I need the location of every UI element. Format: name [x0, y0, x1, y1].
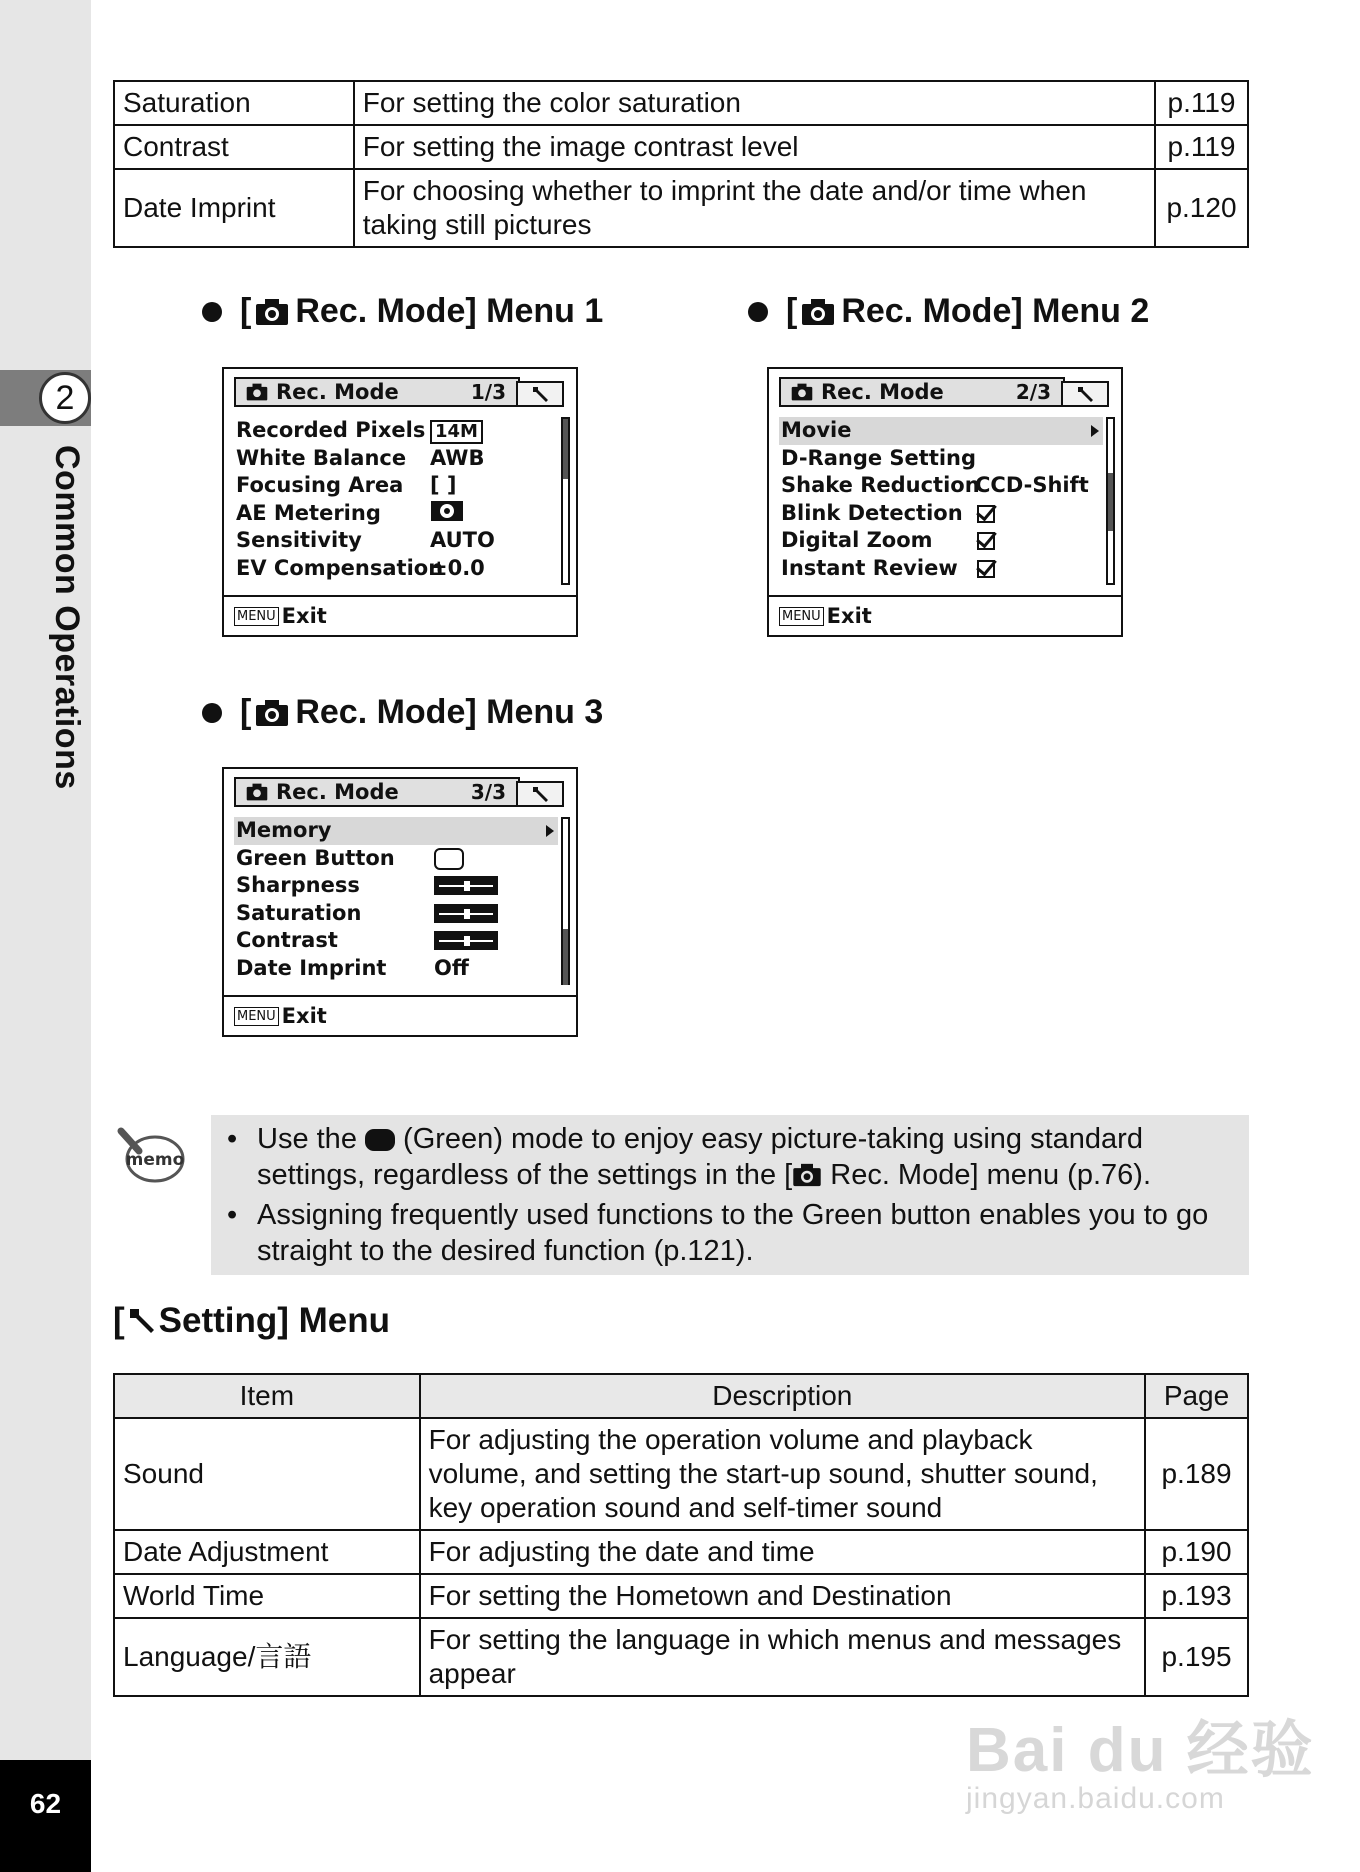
exit-button[interactable]: MENU Exit: [224, 995, 576, 1035]
submenu-arrow-icon: [546, 825, 554, 837]
menu-item[interactable]: Green Button: [234, 845, 558, 873]
item-cell: Saturation: [114, 81, 354, 125]
menu-item[interactable]: Sensitivity AUTO: [234, 527, 558, 555]
menu-item[interactable]: Shake Reduction CCD-Shift: [779, 472, 1103, 500]
camera-icon: [255, 298, 289, 326]
level-slider-icon: [434, 876, 498, 895]
menu-key-icon: MENU: [234, 607, 279, 626]
page-ref[interactable]: p.190: [1145, 1530, 1248, 1574]
wrench-icon: [127, 1306, 157, 1336]
camera-icon: [246, 783, 268, 801]
description-cell: For setting the language in which menus and messages appear: [420, 1618, 1145, 1696]
item-cell: World Time: [114, 1574, 420, 1618]
memo-icon: [117, 1125, 187, 1185]
menu-item-selected[interactable]: Memory: [234, 817, 558, 845]
menu-item[interactable]: Instant Review: [779, 555, 1103, 583]
submenu-arrow-icon: [1091, 425, 1099, 437]
scrollbar[interactable]: [1106, 417, 1115, 585]
setting-menu-table: [113, 1373, 1249, 1697]
menu-item[interactable]: AE Metering: [234, 500, 558, 528]
scrollbar[interactable]: [561, 817, 570, 985]
watermark: Bai du 经验: [966, 1716, 1315, 1785]
page-indicator: 3/3: [470, 780, 506, 804]
rec-mode-tab[interactable]: [779, 377, 1065, 407]
menu-item[interactable]: Sharpness: [234, 872, 558, 900]
page-indicator: 1/3: [470, 380, 506, 404]
menu-item[interactable]: Contrast: [234, 927, 558, 955]
description-cell: For setting the color saturation: [354, 81, 1155, 125]
menu-item[interactable]: Recorded Pixels 14M: [234, 417, 558, 445]
exit-button[interactable]: MENU Exit: [769, 595, 1121, 635]
table-row: [114, 1618, 1248, 1696]
scrollbar[interactable]: [561, 417, 570, 585]
rec-mode-tab[interactable]: [234, 377, 520, 407]
menu-key-icon: MENU: [779, 607, 824, 626]
wrench-icon: [1075, 384, 1095, 404]
item-cell: Contrast: [114, 125, 354, 169]
menu-key-icon: MENU: [234, 1007, 279, 1026]
table-row: [114, 125, 1248, 169]
white-balance-value: AWB: [430, 445, 485, 470]
table-row: [114, 1418, 1248, 1530]
bullet-icon: [202, 703, 222, 723]
tab-title: Rec. Mode: [276, 780, 399, 804]
menu-item[interactable]: Date Imprint Off: [234, 955, 558, 983]
column-header: Item: [114, 1374, 420, 1418]
menu-item[interactable]: Digital Zoom: [779, 527, 1103, 555]
page-ref[interactable]: p.119: [1155, 125, 1248, 169]
memo-item: • Assigning frequently used functions to the Green button enables you to go straight to the desired function (p.121).: [227, 1199, 1209, 1267]
menu3-heading: [ Rec. Mode] Menu 3: [202, 693, 603, 732]
tab-title: Rec. Mode: [821, 380, 944, 404]
rec-mode-table: [113, 80, 1249, 248]
chapter-sidebar: [0, 0, 91, 1872]
column-header: Page: [1145, 1374, 1248, 1418]
menu2-heading: [ Rec. Mode] Menu 2: [748, 292, 1149, 331]
menu2-screen: [767, 367, 1123, 637]
menu-item[interactable]: Saturation: [234, 900, 558, 928]
menu-item[interactable]: White Balance AWB: [234, 445, 558, 473]
table-row: [114, 81, 1248, 125]
setting-tab[interactable]: [516, 781, 564, 807]
table-row: [114, 1574, 1248, 1618]
bullet-icon: [748, 302, 768, 322]
focus-area-value: [ ]: [430, 473, 457, 497]
green-mode-icon: [365, 1129, 395, 1151]
page-ref[interactable]: p.193: [1145, 1574, 1248, 1618]
wrench-icon: [530, 384, 550, 404]
camera-icon: [246, 383, 268, 401]
svg-text:memo: memo: [125, 1150, 185, 1170]
camera-icon: [801, 298, 835, 326]
table-row: [114, 169, 1248, 247]
level-slider-icon: [434, 931, 498, 950]
level-slider-icon: [434, 904, 498, 923]
checkbox-checked-icon: [977, 560, 995, 578]
page-ref[interactable]: p.195: [1145, 1618, 1248, 1696]
item-cell: Language/言語: [114, 1618, 420, 1696]
menu-item-selected[interactable]: Movie: [779, 417, 1103, 445]
menu1-heading: [ Rec. Mode] Menu 1: [202, 292, 603, 331]
menu1-screen: [222, 367, 578, 637]
camera-icon: [791, 383, 813, 401]
column-header: Description: [420, 1374, 1145, 1418]
description-cell: For choosing whether to imprint the date and/or time when taking still pictures: [354, 169, 1155, 247]
description-cell: For setting the Hometown and Destination: [420, 1574, 1145, 1618]
chapter-title: Common Operations: [48, 445, 86, 790]
item-cell: Date Adjustment: [114, 1530, 420, 1574]
camera-icon: [255, 699, 289, 727]
recorded-pixels-value: 14M: [430, 420, 483, 444]
checkbox-checked-icon: [977, 532, 995, 550]
setting-menu-heading: [ Setting] Menu: [113, 1301, 391, 1340]
checkbox-checked-icon: [977, 505, 995, 523]
page-indicator: 2/3: [1015, 380, 1051, 404]
page-ref[interactable]: p.119: [1155, 81, 1248, 125]
shake-reduction-value: CCD-Shift: [975, 473, 1089, 497]
setting-tab[interactable]: [1061, 381, 1109, 407]
menu3-screen: [222, 767, 578, 1037]
menu-item[interactable]: Focusing Area [ ]: [234, 472, 558, 500]
green-button-icon: [434, 848, 464, 870]
description-cell: For adjusting the operation volume and playback volume, and setting the start-up sound, shutter sound, key operation sound and self-timer sound: [420, 1418, 1145, 1530]
exit-button[interactable]: MENU Exit: [224, 595, 576, 635]
wrench-icon: [530, 784, 550, 804]
item-cell: Sound: [114, 1418, 420, 1530]
setting-tab[interactable]: [516, 381, 564, 407]
menu-item[interactable]: Blink Detection: [779, 500, 1103, 528]
chapter-number: 2: [39, 372, 91, 424]
description-cell: For adjusting the date and time: [420, 1530, 1145, 1574]
menu-item[interactable]: D-Range Setting: [781, 445, 977, 470]
sensitivity-value: AUTO: [430, 528, 495, 552]
page-ref[interactable]: p.120: [1155, 169, 1248, 247]
bullet-icon: [202, 302, 222, 322]
memo-item: • Use the (Green) mode to enjoy easy picture-taking using standard settings, regardless of the settings in the [ Rec. Mode] menu (p.76).: [227, 1123, 1152, 1191]
date-imprint-value: Off: [434, 955, 469, 980]
page-number: 62: [0, 1760, 91, 1872]
page-ref[interactable]: p.189: [1145, 1418, 1248, 1530]
camera-icon: [792, 1163, 822, 1187]
metering-icon: [430, 500, 464, 522]
watermark-url: jingyan.baidu.com: [966, 1782, 1225, 1815]
item-cell: Date Imprint: [114, 169, 354, 247]
description-cell: For setting the image contrast level: [354, 125, 1155, 169]
menu-item[interactable]: EV Compensation ±0.0: [234, 555, 558, 583]
tab-title: Rec. Mode: [276, 380, 399, 404]
ev-value: ±0.0: [430, 555, 485, 580]
rec-mode-tab[interactable]: [234, 777, 520, 807]
table-header-row: [114, 1374, 1248, 1418]
memo-box: [211, 1115, 1249, 1275]
table-row: [114, 1530, 1248, 1574]
